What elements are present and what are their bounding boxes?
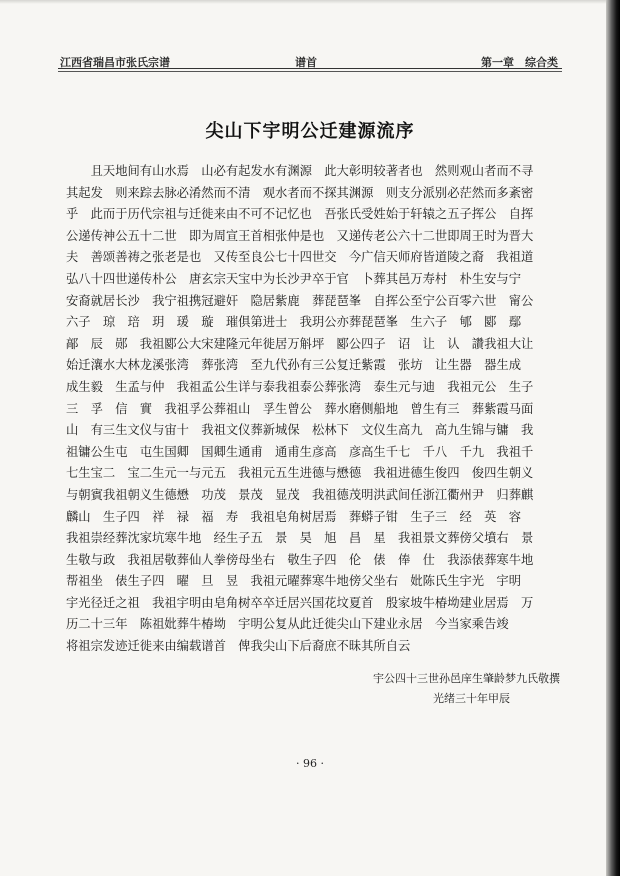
header-rule [58, 68, 562, 69]
body-line: 其起发 则来踪去脉必淆然而不清 观水者而不探其渊源 则支分派别必茫然而多紊密 [66, 185, 534, 200]
body-line: 与朝賓我祖朝义生德懋 功茂 景茂 显茂 我祖德茂明洪武间任浙江衢州尹 归葬麒 [66, 487, 534, 502]
body-line: 六子 琼 琣 玥 瑗 璇 璀俱第进士 我玥公亦葬琵琶峯 生六子 郇 郾 鄢 [66, 315, 521, 330]
body-line: 鄗 辰 郧 我祖郾公大宋建隆元年徙居万斛坪 郾公四子 诏 让 认 讚我祖大让 [66, 336, 534, 351]
signature-author: 宇公四十三世孙邑庠生肇龄梦九氏敬撰 [373, 672, 560, 685]
header-rule-secondary [58, 71, 562, 72]
body-line: 三 孚 信 實 我祖孚公葬祖山 孚生曾公 葬水磨侧船地 曾生有三 葬紫霞马面 [66, 401, 534, 416]
body-line: 安裔就居长沙 我宁祖携冠避奸 隐居紫鹿 葬琵琶峯 自挥公至宁公百零六世 甯公 [66, 293, 534, 308]
body-line: 祖镛公生屯 屯生国卿 国卿生通甫 通甫生彦高 彦高生千七 千八 千九 我祖千 [66, 444, 534, 459]
body-line: 我祖崇经葬沈家坑寒牛地 经生子五 景 昊 旭 昌 星 我祖景文葬傍父墳右 景 [66, 531, 534, 546]
body-line: 生敬与政 我祖居敬葬仙人拳傍母坐右 敬生子四 伦 俵 俸 仕 我添俵葬寒牛地 [66, 552, 534, 567]
body-line: 弘八十四世递传朴公 唐玄宗天宝中为长沙尹卒于官 卜葬其邑万寿村 朴生安与宁 [66, 271, 521, 286]
header-right: 第一章 综合类 [481, 56, 558, 69]
body-line: 公递传神公五十二世 即为周宣王首相张仲是也 又递传老公六十二世即周王时为晋大 [66, 228, 534, 243]
body-line: 宇光径迁之祖 我祖宇明由皂角树卒卒迁居兴国花坟夏首 殷家坡牛椿坳建业居焉 万 [66, 595, 534, 610]
header-left: 江西省瑞昌市张氏宗谱 [60, 56, 170, 69]
body-line: 夫 善颂善祷之张老是也 又传至良公七十四世交 今广信天师府皆道陵之裔 我祖道 [66, 250, 534, 265]
running-header [60, 50, 558, 70]
page-title: 尖山下宇明公迁建源流序 [205, 121, 415, 142]
body-line: 始迁瀼水大林龙溪张湾 葬张湾 至九代孙有三公复迁紫霞 张坊 让生器 器生成 [66, 358, 521, 373]
signature-date: 光绪三十年甲辰 [433, 692, 510, 705]
header-center: 谱首 [295, 56, 317, 69]
body-line: 历二十三年 陈祖妣葬牛椿坳 宇明公复从此迁徙尖山下建业永居 今当家乘告竣 [66, 617, 509, 632]
body-line: 七生宝二 宝二生元一与元五 我祖元五生进德与懋德 我祖进德生俊四 俊四生朝义 [66, 466, 534, 481]
body-line: 成生毅 生孟与仲 我祖孟公生详与泰我祖泰公葬张湾 泰生元与迪 我祖元公 生子 [66, 379, 534, 394]
body-line: 山 有三生文仪与宙十 我祖文仪葬新城保 松林下 文仪生高九 高九生锦与镛 我 [66, 423, 534, 438]
body-line: 且天地间有山水焉 山必有起发水有渊源 此大彰明较著者也 然则观山者而不寻 [66, 164, 534, 178]
body-line: 将祖宗发迹迁徙来由编载谱首 俾我尖山下后裔庶不昧其所自云 [66, 639, 411, 654]
body-line: 乎 此而于历代宗祖与迁徙来由不可不记忆也 吾张氏受姓始于轩辕之五子挥公 自挥 [66, 207, 534, 222]
body-line: 帮祖坐 俵生子四 曜 旦 昱 我祖元曜葬寒牛地傍父坐右 妣陈氏生宇光 宇明 [66, 574, 521, 589]
page-number: · 96 · [296, 757, 324, 770]
body-line: 麟山 生子四 祥 禄 福 寿 我祖皂角树居焉 葬蟒子钳 生子三 经 英 容 [66, 509, 521, 524]
body-text [66, 161, 556, 658]
scan-top-edge [0, 0, 620, 4]
